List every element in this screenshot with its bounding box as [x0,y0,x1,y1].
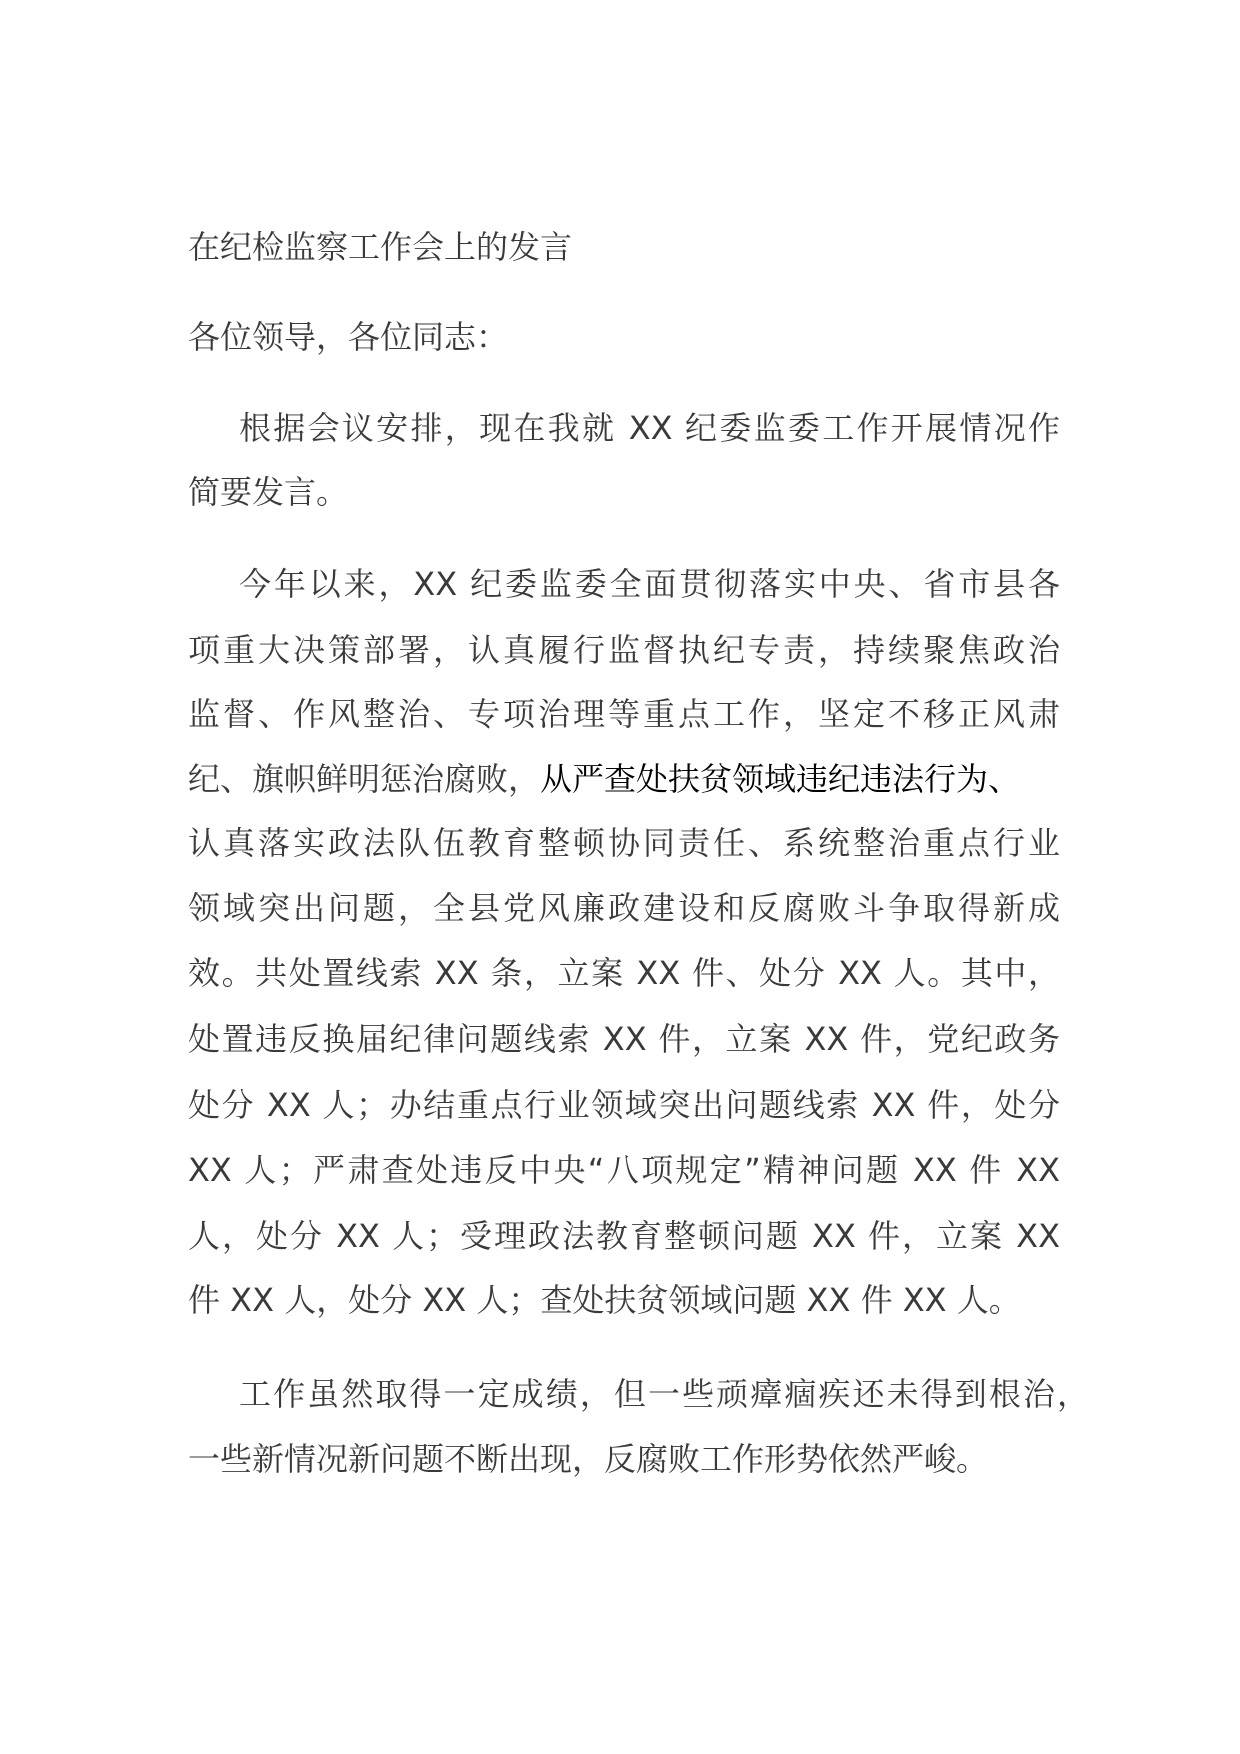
paragraph-line: 人，处分 XX 人；受理政法教育整顿问题 XX 件，立案 XX [188,1217,1060,1255]
paragraph-line: 处分 XX 人；办结重点行业领域突出问题线索 XX 件，处分 [188,1086,1060,1124]
document-title: 在纪检监察工作会上的发言 [188,228,573,266]
paragraph-line: 认真落实政法队伍教育整顿协同责任、系统整治重点行业 [188,824,1060,862]
paragraph-line: 根据会议安排，现在我就 XX 纪委监委工作开展情况作 [239,409,1060,447]
paragraph-line: XX 人；严肃查处违反中央“八项规定”精神问题 XX 件 XX [188,1151,1060,1189]
text-emphasis: 从严查处扶贫领域违纪违法行为、 [540,760,1021,798]
paragraph-line: 件 XX 人，处分 XX 人；查处扶贫领域问题 XX 件 XX 人。 [188,1281,1021,1319]
paragraph-line: 今年以来，XX 纪委监委全面贯彻落实中央、省市县各 [239,565,1060,603]
paragraph-line: 项重大决策部署，认真履行监督执纪专责，持续聚焦政治 [188,631,1060,669]
paragraph-line: 工作虽然取得一定成绩，但一些顽瘴痼疾还未得到根治， [239,1375,1089,1413]
greeting: 各位领导，各位同志： [188,318,509,356]
paragraph-line: 监督、作风整治、专项治理等重点工作，坚定不移正风肃 [188,695,1060,733]
paragraph-line [188,757,1088,801]
text-normal: 纪、旗帜鲜明惩治腐败， [188,760,541,798]
paragraph-line: 领域突出问题，全县党风廉政建设和反腐败斗争取得新成 [188,889,1060,927]
paragraph-line: 效。共处置线索 XX 条，立案 XX 件、处分 XX 人。其中， [188,954,1060,992]
paragraph-line: 简要发言。 [188,473,349,511]
paragraph-line: 一些新情况新问题不断出现，反腐败工作形势依然严峻。 [188,1440,989,1478]
paragraph-line: 处置违反换届纪律问题线索 XX 件，立案 XX 件，党纪政务 [188,1020,1060,1058]
